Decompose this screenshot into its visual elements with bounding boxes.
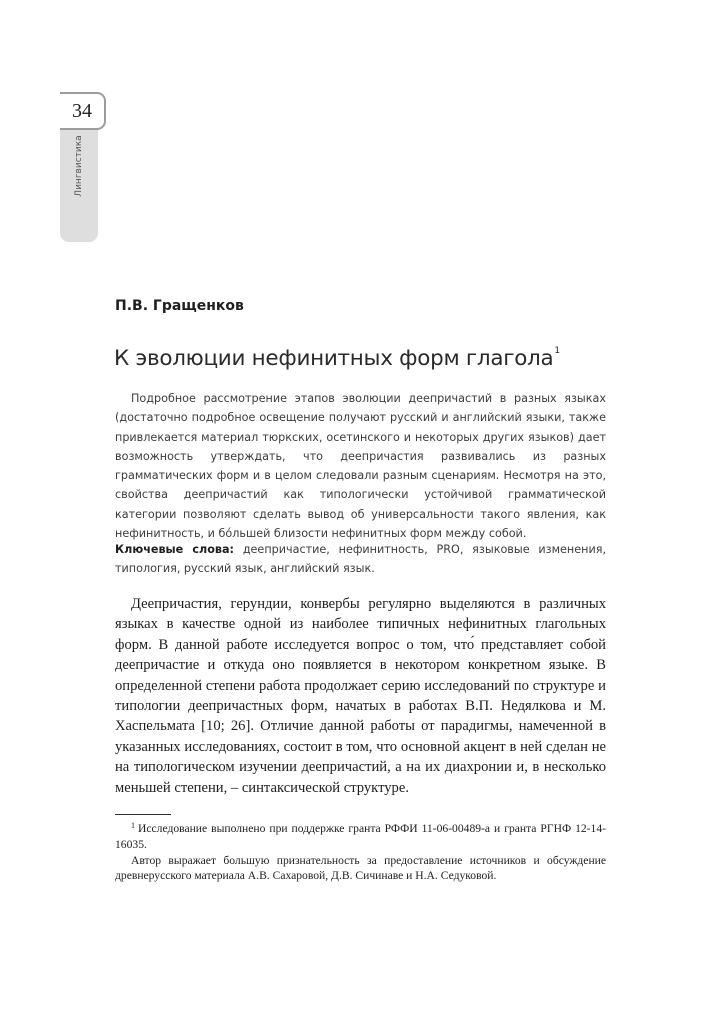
page-number: 34 bbox=[60, 92, 106, 130]
footnote-1-text: Исследование выполнено при поддержке гранта РФФИ 11-06-00489-а и гранта РГНФ 12-14-16035. bbox=[115, 822, 606, 851]
footnote-acknowledgement: Автор выражает большую признательность за предоставление источников и обсуждение древнерусского материала А.В. Сахаровой, Д.В. Сичинаве и Н.А. Седуковой. bbox=[115, 853, 606, 883]
keywords-list: деепричастие, нефинитность, PRO, языковые изменения, типология, русский язык, английский язык. bbox=[115, 543, 607, 576]
article-body: Деепричастия, герундии, конвербы регулярно выделяются в различных языках в качестве одной из наиболее типичных нефинитных глагольных форм. В данной работе исследуется вопрос о том, что́ представляет собой деепричастие и откуда оно появляется в некотором конкретном языке. В определенной степени работа продолжает серию исследований по структуре и типологии деепричастных форм, начатых в работах В.П. Недялкова и М. Хаспельмата [10; 26]. Отличие данной работы от парадигмы, намеченной в указанных исследованиях, состоит в том, что основной акцент в ней сделан не на типологическом изучении деепричастий, а на их диахронии и, в несколько меньшей степени, – синтаксической структуре. bbox=[115, 596, 606, 796]
keywords-paragraph bbox=[115, 540, 606, 579]
article-author: П.В. Гращенков bbox=[115, 298, 244, 314]
title-footnote-mark: 1 bbox=[554, 346, 560, 357]
keywords-label: Ключевые слова: bbox=[115, 543, 235, 556]
article-abstract: Подробное рассмотрение этапов эволюции деепричастий в разных языках (достаточно подробное освещение получают русский и английский языки, также привлекается материал тюркских, осетинского и некоторых других языков) дает возможность утверждать, что деепричастия развивались из разных грамматических форм и в целом следовали разным сценариям. Несмотря на это, свойства деепричастий как типологически устойчивой грамматической категории позволяют сделать вывод об универсальности такого явления, как нефинитность, и бóльшей близости нефинитных форм между собой. bbox=[115, 392, 606, 541]
article-title bbox=[114, 346, 560, 371]
section-label: Лингвистика bbox=[74, 135, 84, 197]
footnote-1 bbox=[115, 818, 606, 853]
footnotes bbox=[115, 818, 606, 884]
footnote-divider bbox=[115, 814, 171, 815]
article-title-text: К эволюции нефинитных форм глагола bbox=[114, 346, 554, 372]
footnote-1-mark: 1 bbox=[131, 821, 135, 830]
